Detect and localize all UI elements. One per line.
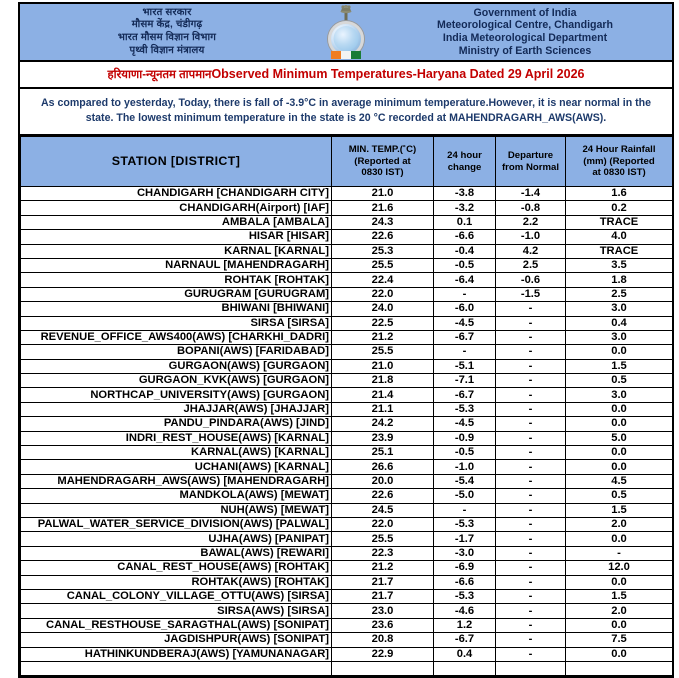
- cell-departure-from-normal: [496, 661, 566, 675]
- cell-station: [21, 647, 332, 661]
- table-row: [21, 302, 673, 316]
- cell-departure-from-normal: -: [496, 489, 566, 503]
- station-name-label: BOPANI(AWS) [FARIDABAD]: [176, 345, 329, 358]
- cell-24-hour-rainfall: 0.0: [566, 618, 673, 632]
- cell-min-temp: 22.4: [332, 273, 434, 287]
- cell-24-hour-change: -0.9: [434, 431, 496, 445]
- table-row: [21, 489, 673, 503]
- cell-24-hour-change: -5.4: [434, 474, 496, 488]
- cell-departure-from-normal: -: [496, 345, 566, 359]
- cell-24-hour-change: 0.4: [434, 647, 496, 661]
- cell-min-temp: 22.3: [332, 546, 434, 560]
- station-name-label: ROHTAK(AWS) [ROHTAK]: [191, 575, 329, 588]
- cell-station: [21, 661, 332, 675]
- cell-station: [21, 460, 332, 474]
- cell-24-hour-change: -5.0: [434, 489, 496, 503]
- cell-min-temp: 21.7: [332, 589, 434, 603]
- station-name-label: NARNAUL [MAHENDRAGARH]: [165, 259, 329, 272]
- cell-departure-from-normal: -: [496, 561, 566, 575]
- table-body: [21, 187, 673, 676]
- station-name-label: HISAR [HISAR]: [248, 230, 329, 243]
- cell-departure-from-normal: -: [496, 618, 566, 632]
- table-row: [21, 575, 673, 589]
- cell-departure-from-normal: -0.8: [496, 201, 566, 215]
- column-header-departure-line-2: from Normal: [501, 161, 560, 173]
- station-name-label: UJHA(AWS) [PANIPAT]: [208, 532, 329, 545]
- station-name-label: PALWAL_WATER_SERVICE_DIVISION(AWS) [PALWAL]: [37, 518, 329, 531]
- cell-departure-from-normal: -: [496, 589, 566, 603]
- cell-departure-from-normal: -: [496, 604, 566, 618]
- cell-station: [21, 575, 332, 589]
- cell-min-temp: 21.2: [332, 561, 434, 575]
- station-name-label: JAGDISHPUR(AWS) [SONIPAT]: [164, 633, 329, 646]
- masthead-english-line-1: Government of India: [473, 6, 577, 19]
- cell-station: [21, 215, 332, 229]
- cell-24-hour-rainfall: 0.0: [566, 446, 673, 460]
- cell-min-temp: 22.0: [332, 517, 434, 531]
- table-row: [21, 604, 673, 618]
- cell-24-hour-change: -0.5: [434, 446, 496, 460]
- cell-station: [21, 345, 332, 359]
- cell-departure-from-normal: -: [496, 431, 566, 445]
- cell-24-hour-rainfall: 0.0: [566, 532, 673, 546]
- cell-departure-from-normal: -: [496, 474, 566, 488]
- table-row: [21, 359, 673, 373]
- emblem-globe: [334, 26, 359, 51]
- table-header: [21, 137, 673, 187]
- cell-station: [21, 187, 332, 201]
- cell-24-hour-change: -: [434, 503, 496, 517]
- table-row: [21, 388, 673, 402]
- table-row: [21, 258, 673, 272]
- cell-station: [21, 230, 332, 244]
- cell-24-hour-rainfall: 7.5: [566, 633, 673, 647]
- cell-departure-from-normal: -: [496, 517, 566, 531]
- cell-24-hour-rainfall: -: [566, 546, 673, 560]
- column-header-departure-line-1: Departure: [507, 150, 554, 161]
- cell-station: [21, 258, 332, 272]
- masthead-english-line-4: Ministry of Earth Sciences: [458, 44, 592, 57]
- station-name-label: CANAL_REST_HOUSE(AWS) [ROHTAK]: [117, 561, 329, 574]
- cell-24-hour-change: -3.8: [434, 187, 496, 201]
- column-header-rainfall-line-1: 24 Hour Rainfall: [582, 144, 656, 156]
- cell-departure-from-normal: -0.6: [496, 273, 566, 287]
- table-row: [21, 330, 673, 344]
- station-name-label: CHANDIGARH(Airport) [IAF]: [179, 201, 329, 214]
- table-row: [21, 374, 673, 388]
- cell-station: [21, 604, 332, 618]
- table-row: [21, 244, 673, 258]
- cell-24-hour-rainfall: 2.0: [566, 517, 673, 531]
- cell-24-hour-rainfall: 0.0: [566, 647, 673, 661]
- cell-station: [21, 446, 332, 460]
- cell-24-hour-change: -5.3: [434, 402, 496, 416]
- ashoka-pillar-icon: [339, 5, 354, 21]
- report-title-hindi: हरियाणा-न्यूनतम तापमान: [107, 69, 212, 81]
- cell-station: [21, 417, 332, 431]
- cell-station: [21, 431, 332, 445]
- table-row: [21, 345, 673, 359]
- cell-min-temp: 24.0: [332, 302, 434, 316]
- cell-24-hour-rainfall: 0.4: [566, 316, 673, 330]
- cell-24-hour-rainfall: 2.5: [566, 287, 673, 301]
- cell-departure-from-normal: -: [496, 402, 566, 416]
- cell-departure-from-normal: -: [496, 417, 566, 431]
- summary-notice-line-2: in the state. The lowest minimum temperature in the state is 20 °C recorded at MAHENDRAGARH_AWS(AWS).: [85, 97, 652, 124]
- table-row: [21, 431, 673, 445]
- cell-station: [21, 316, 332, 330]
- station-name-label: JHAJJAR(AWS) [JHAJJAR]: [183, 403, 329, 416]
- cell-24-hour-rainfall: 12.0: [566, 561, 673, 575]
- cell-24-hour-rainfall: 0.5: [566, 489, 673, 503]
- table-row: [21, 187, 673, 201]
- cell-departure-from-normal: -: [496, 316, 566, 330]
- cell-24-hour-change: -1.7: [434, 532, 496, 546]
- cell-24-hour-change: -6.4: [434, 273, 496, 287]
- cell-min-temp: 25.5: [332, 345, 434, 359]
- cell-station: [21, 244, 332, 258]
- cell-min-temp: 23.0: [332, 604, 434, 618]
- emblem-container: [314, 5, 378, 59]
- station-name-label: KARNAL [KARNAL]: [224, 244, 329, 257]
- cell-station: [21, 503, 332, 517]
- cell-24-hour-change: -7.1: [434, 374, 496, 388]
- table-row: [21, 561, 673, 575]
- cell-departure-from-normal: 4.2: [496, 244, 566, 258]
- column-header-min-temp-line-2: (Reported at: [354, 155, 411, 167]
- cell-departure-from-normal: 2.5: [496, 258, 566, 272]
- masthead-hindi-line-3: भारत मौसम विज्ञान विभाग: [117, 32, 217, 43]
- tricolour-ribbon-icon: [331, 51, 361, 59]
- cell-station: [21, 388, 332, 402]
- summary-notice-line-1: As compared to yesterday, Today, there is fall of -3.9°C in average minimum temperature.However, it is near normal: [40, 97, 620, 109]
- cell-departure-from-normal: -: [496, 546, 566, 560]
- cell-min-temp: 25.1: [332, 446, 434, 460]
- cell-min-temp: 25.5: [332, 258, 434, 272]
- cell-24-hour-rainfall: 4.0: [566, 230, 673, 244]
- station-name-label: MAHENDRAGARH_AWS(AWS) [MAHENDRAGARH]: [57, 475, 329, 487]
- cell-24-hour-change: -: [434, 287, 496, 301]
- station-name-label: ROHTAK [ROHTAK]: [224, 273, 329, 286]
- cell-station: [21, 633, 332, 647]
- station-name-label: BHIWANI [BHIWANI]: [221, 302, 329, 315]
- table-row: [21, 215, 673, 229]
- cell-min-temp: 23.9: [332, 431, 434, 445]
- table-row: [21, 273, 673, 287]
- column-header-min-temp-line-3: 0830 IST): [361, 167, 404, 179]
- cell-departure-from-normal: -: [496, 359, 566, 373]
- station-name-label: INDRI_REST_HOUSE(AWS) [KARNAL]: [125, 431, 329, 444]
- cell-24-hour-rainfall: 1.5: [566, 359, 673, 373]
- column-header-24-hour-rainfall: [566, 137, 673, 187]
- cell-min-temp: 26.6: [332, 460, 434, 474]
- cell-24-hour-rainfall: 3.0: [566, 302, 673, 316]
- table-row: [21, 589, 673, 603]
- cell-24-hour-rainfall: TRACE: [566, 244, 673, 258]
- station-name-label: SIRSA [SIRSA]: [250, 316, 329, 329]
- column-header-rainfall-line-3: at 0830 IST): [592, 167, 646, 179]
- minimum-temperature-table: [20, 136, 673, 676]
- cell-24-hour-change: -4.5: [434, 316, 496, 330]
- cell-24-hour-change: 0.1: [434, 215, 496, 229]
- cell-station: [21, 359, 332, 373]
- cell-departure-from-normal: -1.5: [496, 287, 566, 301]
- station-name-label: HATHINKUNDBERAJ(AWS) [YAMUNANAGAR]: [84, 647, 329, 660]
- cell-min-temp: 20.0: [332, 474, 434, 488]
- cell-departure-from-normal: -: [496, 446, 566, 460]
- cell-station: [21, 402, 332, 416]
- cell-station: [21, 561, 332, 575]
- cell-24-hour-change: -4.5: [434, 417, 496, 431]
- cell-24-hour-change: -6.7: [434, 330, 496, 344]
- table-row: [21, 230, 673, 244]
- cell-min-temp: 22.5: [332, 316, 434, 330]
- table-row: [21, 647, 673, 661]
- table-row: [21, 474, 673, 488]
- cell-24-hour-change: -0.5: [434, 258, 496, 272]
- cell-24-hour-rainfall: 5.0: [566, 431, 673, 445]
- table-row: [21, 417, 673, 431]
- masthead-english-block: [378, 7, 672, 57]
- station-name-label: KARNAL(AWS) [KARNAL]: [191, 446, 329, 459]
- cell-min-temp: 21.0: [332, 187, 434, 201]
- cell-24-hour-rainfall: 1.6: [566, 187, 673, 201]
- station-name-label: NUH(AWS) [MEWAT]: [220, 503, 329, 516]
- station-name-label: BAWAL(AWS) [REWARI]: [200, 546, 329, 559]
- cell-24-hour-rainfall: 4.5: [566, 474, 673, 488]
- masthead-hindi-line-4: पृथ्वी विज्ञान मंत्रालय: [129, 44, 205, 56]
- station-name-label: GURGAON(AWS) [GURGAON]: [168, 359, 329, 372]
- cell-departure-from-normal: -: [496, 503, 566, 517]
- summary-notice: [20, 89, 672, 136]
- table-row: [21, 201, 673, 215]
- cell-min-temp: 21.7: [332, 575, 434, 589]
- table-row: [21, 618, 673, 632]
- cell-24-hour-rainfall: 0.0: [566, 417, 673, 431]
- column-header-change-line-1: 24 hour: [447, 150, 482, 161]
- station-name-label: NORTHCAP_UNIVERSITY(AWS) [GURGAON]: [90, 388, 329, 401]
- cell-departure-from-normal: -: [496, 374, 566, 388]
- report-page: [18, 2, 674, 678]
- cell-station: [21, 474, 332, 488]
- masthead-hindi-block: [20, 7, 314, 57]
- table-row: [21, 633, 673, 647]
- cell-station: [21, 273, 332, 287]
- cell-24-hour-rainfall: 2.0: [566, 604, 673, 618]
- cell-24-hour-rainfall: 1.5: [566, 503, 673, 517]
- table-row: [21, 503, 673, 517]
- cell-min-temp: 21.6: [332, 201, 434, 215]
- cell-24-hour-rainfall: 0.2: [566, 201, 673, 215]
- cell-24-hour-rainfall: 0.5: [566, 374, 673, 388]
- cell-station: [21, 618, 332, 632]
- cell-departure-from-normal: -: [496, 647, 566, 661]
- cell-station: [21, 374, 332, 388]
- cell-departure-from-normal: -: [496, 330, 566, 344]
- cell-min-temp: 22.0: [332, 287, 434, 301]
- cell-24-hour-rainfall: [566, 661, 673, 675]
- cell-24-hour-rainfall: 1.5: [566, 589, 673, 603]
- cell-24-hour-change: 1.2: [434, 618, 496, 632]
- cell-24-hour-change: -3.0: [434, 546, 496, 560]
- cell-station: [21, 517, 332, 531]
- cell-min-temp: 22.6: [332, 230, 434, 244]
- station-name-label: GURUGRAM [GURUGRAM]: [184, 287, 329, 300]
- imd-emblem-icon: [325, 5, 367, 59]
- cell-24-hour-change: -6.7: [434, 633, 496, 647]
- cell-station: [21, 287, 332, 301]
- masthead-english-line-2: Meteorological Centre, Chandigarh: [437, 19, 613, 32]
- table-row: [21, 402, 673, 416]
- cell-24-hour-change: -3.2: [434, 201, 496, 215]
- station-name-label: PANDU_PINDARA(AWS) [JIND]: [163, 417, 329, 430]
- cell-24-hour-rainfall: 0.0: [566, 345, 673, 359]
- cell-24-hour-rainfall: 3.0: [566, 330, 673, 344]
- table-row: [21, 546, 673, 560]
- station-name-label: AMBALA [AMBALA]: [221, 215, 329, 228]
- cell-24-hour-change: -5.3: [434, 517, 496, 531]
- table-row: [21, 316, 673, 330]
- cell-min-temp: 21.0: [332, 359, 434, 373]
- cell-24-hour-rainfall: 0.0: [566, 460, 673, 474]
- column-header-rainfall-line-2: (mm) (Reported: [583, 155, 655, 167]
- cell-departure-from-normal: -: [496, 575, 566, 589]
- station-name-label: MANDKOLA(AWS) [MEWAT]: [179, 489, 329, 502]
- cell-min-temp: 24.2: [332, 417, 434, 431]
- masthead-hindi-line-1: भारत सरकार: [142, 6, 192, 18]
- station-name-label: UCHANI(AWS) [KARNAL]: [194, 460, 329, 473]
- masthead-english-line-3: India Meteorological Department: [442, 32, 608, 44]
- cell-station: [21, 302, 332, 316]
- cell-min-temp: 24.3: [332, 215, 434, 229]
- cell-24-hour-change: -5.1: [434, 359, 496, 373]
- column-header-departure-from-normal: [496, 137, 566, 187]
- cell-min-temp: 25.5: [332, 532, 434, 546]
- cell-min-temp: [332, 661, 434, 675]
- cell-24-hour-change: -6.6: [434, 575, 496, 589]
- cell-station: [21, 330, 332, 344]
- cell-24-hour-change: -5.3: [434, 589, 496, 603]
- station-name-label: CANAL_RESTHOUSE_SARAGTHAL(AWS) [SONIPAT]: [45, 618, 329, 631]
- cell-station: [21, 201, 332, 215]
- cell-departure-from-normal: -: [496, 532, 566, 546]
- cell-departure-from-normal: 2.2: [496, 215, 566, 229]
- cell-min-temp: 20.8: [332, 633, 434, 647]
- table-header-row: [21, 137, 673, 187]
- cell-24-hour-change: -6.9: [434, 561, 496, 575]
- cell-station: [21, 546, 332, 560]
- cell-min-temp: 24.5: [332, 503, 434, 517]
- cell-24-hour-change: -1.0: [434, 460, 496, 474]
- cell-min-temp: 25.3: [332, 244, 434, 258]
- column-header-min-temp-line-1: MIN. TEMP.(˚C): [348, 144, 417, 156]
- column-header-change-line-2: change: [447, 161, 482, 173]
- station-name-label: SIRSA(AWS) [SIRSA]: [217, 604, 329, 617]
- cell-departure-from-normal: -: [496, 633, 566, 647]
- station-name-label: CANAL_COLONY_VILLAGE_OTTU(AWS) [SIRSA]: [66, 590, 329, 603]
- cell-min-temp: 21.2: [332, 330, 434, 344]
- cell-departure-from-normal: -1.4: [496, 187, 566, 201]
- cell-min-temp: 22.6: [332, 489, 434, 503]
- cell-24-hour-change: -6.6: [434, 230, 496, 244]
- cell-24-hour-rainfall: 3.0: [566, 388, 673, 402]
- cell-24-hour-rainfall: 0.0: [566, 575, 673, 589]
- cell-departure-from-normal: -: [496, 302, 566, 316]
- masthead: [20, 4, 672, 62]
- cell-departure-from-normal: -: [496, 460, 566, 474]
- cell-24-hour-rainfall: 0.0: [566, 402, 673, 416]
- table-row: [21, 661, 673, 675]
- cell-24-hour-rainfall: 3.5: [566, 258, 673, 272]
- cell-24-hour-change: -6.0: [434, 302, 496, 316]
- cell-24-hour-rainfall: TRACE: [566, 215, 673, 229]
- cell-24-hour-change: -0.4: [434, 244, 496, 258]
- column-header-24-hour-change: [434, 137, 496, 187]
- table-row: [21, 460, 673, 474]
- cell-min-temp: 21.4: [332, 388, 434, 402]
- cell-min-temp: 22.9: [332, 647, 434, 661]
- cell-24-hour-change: -: [434, 345, 496, 359]
- cell-24-hour-change: -4.6: [434, 604, 496, 618]
- cell-24-hour-rainfall: 1.8: [566, 273, 673, 287]
- cell-departure-from-normal: -1.0: [496, 230, 566, 244]
- cell-station: [21, 589, 332, 603]
- cell-min-temp: 21.1: [332, 402, 434, 416]
- station-name-label: CHANDIGARH [CHANDIGARH CITY]: [136, 187, 329, 200]
- report-title-english: Observed Minimum Temperatures-Haryana Dated 29 April 2026: [211, 67, 585, 81]
- cell-24-hour-change: [434, 661, 496, 675]
- report-title-bar: [20, 62, 672, 89]
- station-name-label: REVENUE_OFFICE_AWS400(AWS) [CHARKHI_DADRI]: [40, 331, 329, 344]
- cell-departure-from-normal: -: [496, 388, 566, 402]
- station-name-label: GURGAON_KVK(AWS) [GURGAON]: [138, 374, 329, 387]
- table-row: [21, 446, 673, 460]
- masthead-hindi-line-2: मौसम केंद्र, चंडीगढ़: [131, 19, 203, 31]
- table-row: [21, 287, 673, 301]
- table-row: [21, 532, 673, 546]
- cell-station: [21, 532, 332, 546]
- cell-min-temp: 23.6: [332, 618, 434, 632]
- column-header-min-temp: [332, 137, 434, 187]
- cell-min-temp: 21.8: [332, 374, 434, 388]
- cell-24-hour-change: -6.7: [434, 388, 496, 402]
- cell-station: [21, 489, 332, 503]
- column-header-station: STATION [DISTRICT]: [21, 137, 332, 187]
- table-row: [21, 517, 673, 531]
